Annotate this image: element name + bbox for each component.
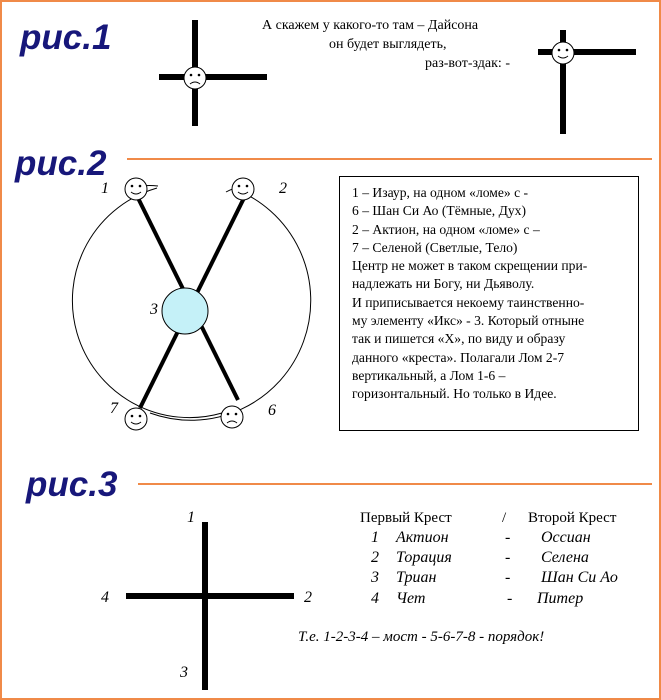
fig1-cross-left (159, 20, 267, 126)
fig2-divider (127, 158, 652, 160)
sad-face-icon (184, 67, 206, 89)
fig2-text-line: 6 – Шан Си Ао (Тёмные, Дух) (352, 203, 526, 219)
row-first: Актион (396, 529, 449, 546)
fig2-label-3: 3 (150, 301, 158, 318)
fig2-text-line: му элементу «Икс» - 3. Который отныне (352, 313, 585, 329)
fig3-cross (126, 522, 294, 690)
fig2-text-line: данного «креста». Полагали Лом 2-7 (352, 349, 565, 365)
row-num: 1 (371, 529, 379, 546)
fig2-text-line: горизонтальный. Но только в Идее. (352, 386, 557, 402)
fig1-cross-right (538, 30, 636, 134)
fig2-text-line: надлежать ни Богу, ни Дьяволу. (352, 276, 535, 292)
fig1-caption-line2: он будет выглядеть, (329, 37, 447, 52)
row-num: 2 (371, 549, 379, 566)
fig2-text-line: И приписывается некоему таинственно- (352, 294, 585, 310)
fig3-label-1: 1 (187, 509, 195, 526)
fig2-label-1: 1 (101, 180, 109, 197)
smile-face-icon (125, 408, 147, 430)
fig3-label-2: 2 (304, 589, 312, 606)
fig2-label-7: 7 (110, 400, 118, 417)
fig1-caption-line3: раз-вот-здак: - (425, 56, 510, 71)
table-header-sep: / (502, 510, 507, 526)
smile-face-icon (232, 178, 254, 200)
row-second: Селена (541, 549, 589, 566)
table-header-first: Первый Крест (360, 510, 452, 526)
table-header-second: Второй Крест (528, 510, 617, 526)
row-first: Триан (396, 569, 437, 586)
row-dash: - (505, 529, 511, 546)
fig2-diagram (72, 178, 310, 430)
row-first: Торация (396, 549, 452, 566)
row-dash: - (505, 569, 511, 586)
row-second: Оссиан (541, 529, 591, 546)
fig2-text-line: Центр не может в таком скрещении при- (352, 258, 588, 274)
row-num: 3 (371, 569, 379, 586)
fig2-text-line: так и пишется «Х», по виду и образу (352, 331, 566, 347)
fig2-text-line: 7 – Селеной (Светлые, Тело) (352, 239, 518, 255)
row-first: Чет (396, 590, 426, 607)
fig1-heading: рис.1 (20, 18, 112, 57)
center-x-circle (162, 288, 208, 334)
fig3-label-4: 4 (101, 589, 109, 606)
fig2-text-line: 1 – Изаур, на одном «ломе» с - (352, 185, 529, 200)
fig3-label-3: 3 (180, 664, 188, 681)
fig2-text-box (339, 176, 639, 431)
smile-face-icon (125, 178, 147, 200)
sad-face-icon (221, 406, 243, 428)
fig3-heading: рис.3 (26, 465, 118, 504)
fig2-text-line: вертикальный, а Лом 1-6 – (352, 367, 506, 383)
fig2-text-line: 2 – Актион, на одном «ломе» с – (352, 221, 540, 237)
fig2-label-6: 6 (268, 402, 276, 419)
fig1-caption-line1: А скажем у какого-то там – Дайсона (262, 18, 479, 33)
row-dash: - (507, 590, 513, 607)
row-second: Питер (537, 590, 584, 607)
row-dash: - (505, 549, 511, 566)
fig2-label-2: 2 (279, 180, 287, 197)
fig3-divider (138, 483, 652, 485)
fig3-footer-note: Т.е. 1-2-3-4 – мост - 5-6-7-8 - порядок! (298, 629, 545, 645)
fig2-heading: рис.2 (15, 144, 107, 183)
row-num: 4 (371, 590, 379, 607)
row-second: Шан Си Ао (541, 569, 618, 586)
smile-face-icon (552, 42, 574, 64)
